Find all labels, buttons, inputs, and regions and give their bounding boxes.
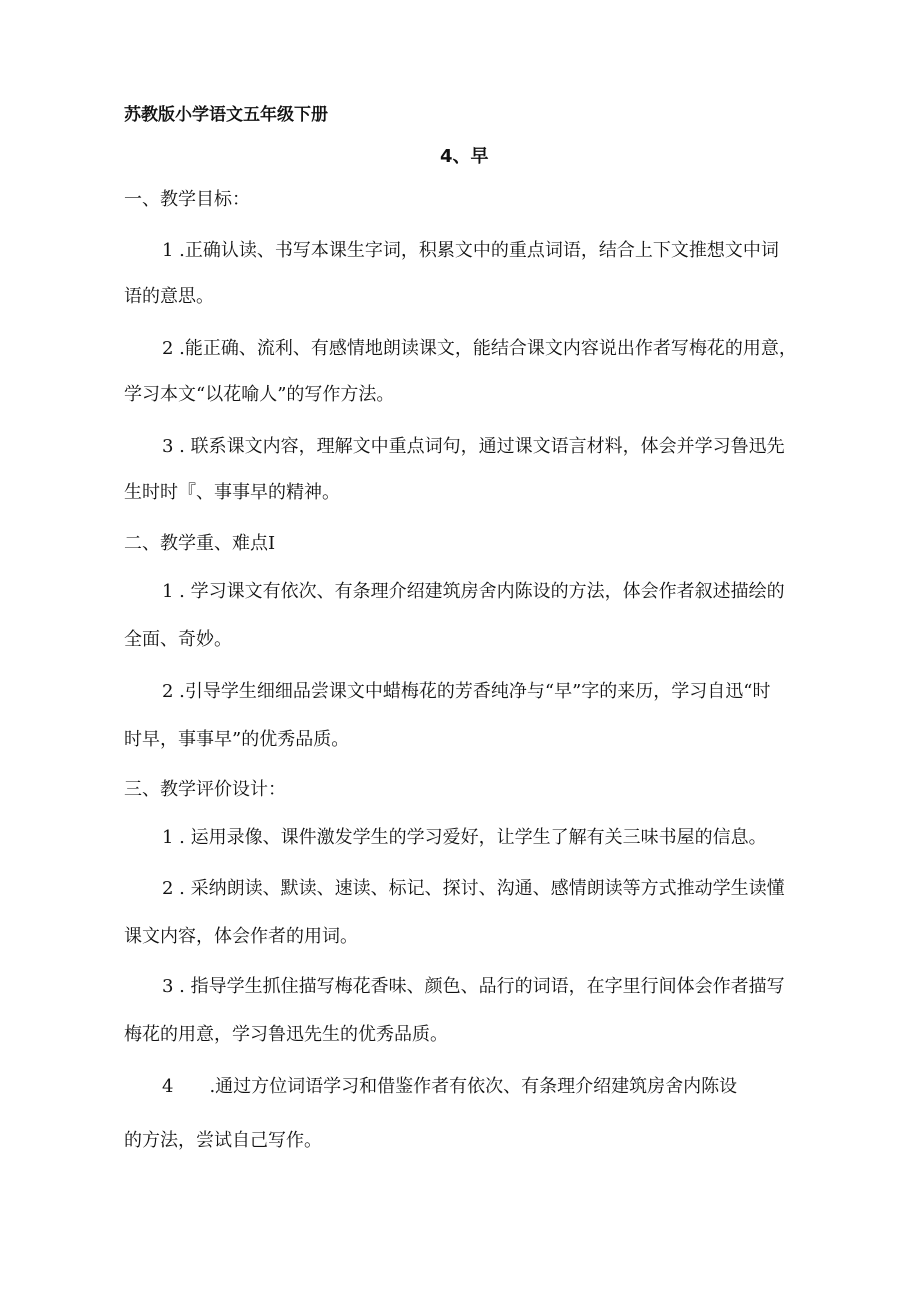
key-point-item-2-line-1: 2 .引导学生细细品尝课文中蜡梅花的芳香纯净与“早”字的来历，学习自迅“时 (162, 681, 771, 702)
key-point-item-2-line-2: 时早，事事早”的优秀品质。 (124, 729, 350, 750)
lesson-title: 4、早 (440, 146, 489, 167)
objective-item-2-line-1: 2 .能正确、流利、有感情地朗读课文，能结合课文内容说出作者写梅花的用意， (162, 338, 797, 359)
evaluation-item-2-line-2: 课文内容，体会作者的用词。 (124, 926, 358, 947)
objective-item-3-line-1: 3 . 联系课文内容，理解文中重点词句，通过课文语言材料，体会并学习鲁迅先 (162, 436, 785, 457)
key-point-item-1-line-1: 1 . 学习课文有依次、有条理介绍建筑房舍内陈设的方法，体会作者叙述描绘的 (162, 581, 785, 602)
evaluation-item-4-line-1: 4 .通过方位词语学习和借鉴作者有依次、有条理介绍建筑房舍内陈设 (162, 1076, 738, 1097)
objective-item-2-line-2: 学习本文“以花喻人”的写作方法。 (124, 384, 395, 405)
evaluation-item-2-line-1: 2 . 采纳朗读、默读、速读、标记、探讨、沟通、感情朗读等方式推动学生读懂 (162, 878, 785, 899)
objective-item-1-line-2: 语的意思。 (124, 286, 214, 307)
key-point-item-1-line-2: 全面、奇妙。 (124, 629, 232, 650)
evaluation-item-4-line-2: 的方法，尝试自己写作。 (124, 1130, 322, 1151)
evaluation-item-3-line-1: 3 . 指导学生抓住描写梅花香味、颜色、品行的词语，在字里行间体会作者描写 (162, 976, 785, 997)
section-heading-key-points: 二、教学重、难点I (124, 533, 276, 554)
document-header: 苏教版小学语文五年级下册 (124, 105, 328, 125)
evaluation-item-1-line-1: 1 . 运用录像、课件激发学生的学习爱好，让学生了解有关三味书屋的信息。 (162, 827, 767, 848)
objective-item-3-line-2: 生时时『、事事早的精神。 (124, 482, 340, 503)
evaluation-item-3-line-2: 梅花的用意，学习鲁迅先生的优秀品质。 (124, 1024, 448, 1045)
section-heading-evaluation: 三、教学评价设计： (124, 779, 286, 800)
objective-item-1-line-1: 1 .正确认读、书写本课生字词，积累文中的重点词语，结合上下文推想文中词 (162, 240, 779, 261)
section-heading-objectives: 一、教学目标： (124, 189, 250, 210)
